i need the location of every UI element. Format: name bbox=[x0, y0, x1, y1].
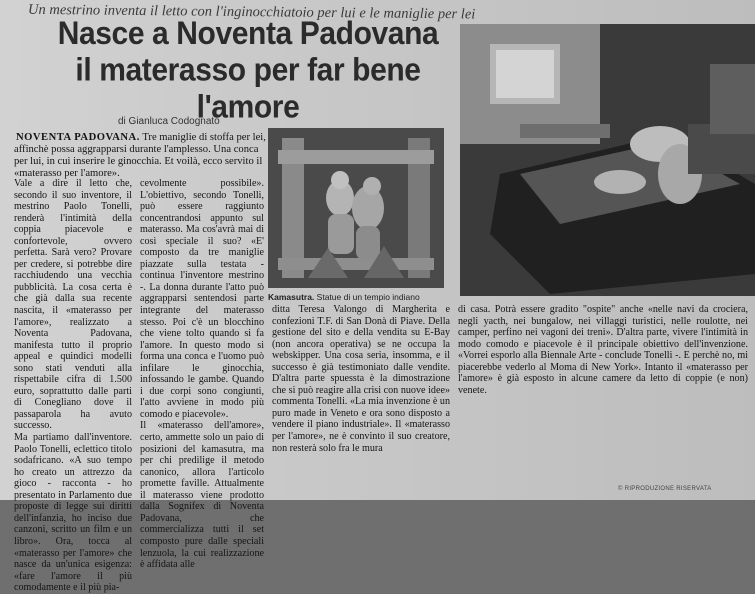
headline-line-1: Nasce a Noventa Padovana bbox=[57, 15, 439, 52]
statue-photo bbox=[268, 128, 444, 288]
lead-dateline: NOVENTA PADOVANA. bbox=[16, 132, 140, 143]
article-column-2: cevolmente possibile». L'obiettivo, secondo Tonelli, può essere raggiunto concentrandosi appunto sul materasso. Ma cos'avrà mai di così speciale il suo? «E' composto da tre maniglie piazzate sulla testata - continua l'inventore mestrino -. La donna durante l'atto può aggrapparsi sentendosi parte integrante del materasso stesso. Poi c'è un blocchino che viene tolto quando si fa l'amore. In questo modo si forma una conca e l'uomo può infilare le ginocchia, infossando le gambe. Quando i due corpi sono congiunti, l'atto avviene in modo più comodo e piacevole». Il «materasso dell'amore», certo, ammette solo un paio di posizioni del kamasutra, ma per chi predilige il metodo canonico, allora l'articolo promette faville. Attualmente il materasso viene prodotto dalla Sognifex di Noventa Padovana, che commercializza tutti il set composto pure dalle speciali lenzuola, la cui realizzazione è affidata alle bbox=[140, 178, 264, 571]
mattress-illustration bbox=[460, 24, 755, 296]
statue-illustration bbox=[268, 128, 444, 288]
caption-text: Statue di un tempio indiano bbox=[314, 292, 420, 302]
mattress-photo bbox=[460, 24, 755, 296]
article-column-4: di casa. Potrà essere gradito "ospite" anche «nelle navi da crociera, negli yacth, nei bungalow, nei villaggi turistici, nelle roulotte, nei camper, perfino nei vagoni dei treni». D'altra parte, vivere l'intimità in modo comodo e piacevole è il principale obiettivo dell'invenzione. «Vorrei esporlo alla Biennale Arte - conclude Tonelli -. E perchè no, mi piacerebbe vederlo al Moma di New York». Intanto il «materasso per l'amore» è già esposto in alcune camere da letto di coppie (e non) venete. bbox=[458, 304, 748, 396]
caption-title: Kamasutra. bbox=[268, 292, 315, 302]
article-lead bbox=[14, 132, 266, 180]
article-column-3: ditta Teresa Valongo di Margherita e confezioni T.F. di San Donà di Piave. Della gestione del sito e della vendita su E-Bay (non ancora operativa) se ne occupa la webskipper. Una cosa seria, insomma, e il successo è già testimoniato dalle vendite. D'altra parte spuessta è la dimostrazione che si può reagire alla crisi con nuove idee» commenta Tonelli. «La mia invenzione è un puro made in Veneto e ora sono disposto a vendere il piano industriale». Il «materasso per l'amore», ne è convinto il suo creatore, non resterà solo fra le mura bbox=[272, 304, 450, 454]
article-kicker: Un mestrino inventa il letto con l'inginocchiatoio per lui e le maniglie per lei bbox=[28, 1, 476, 23]
lead-text: Tre maniglie di stoffa per lei, affinchè possa aggrapparsi durante l'amplesso. Una conca per lui, in cui inserire le ginocchia. Et voilà, ecco servito il «materasso per l'amore». bbox=[14, 132, 266, 179]
photo-caption bbox=[268, 292, 448, 302]
article-column-1: Vale a dire il letto che, secondo il suo inventore, il mestrino Paolo Tonelli, renderà l'intimità della coppia piacevole e confortevole, ovvero perfetta. Sarà vero? Provare per credere, si potrebbe dire racchiudendo una vecchia pubblicità. La cosa certa è che già dalla sua recente nascita, il «materasso per l'amore», realizzato a Noventa Padovana, manifesta tutto il proprio appeal e quindici modelli sono stati venduti alla rispettabile cifra di 1.500 euro, soprattutto dalle parti di Conegliano dove il passaparola ha avuto successo. Ma partiamo dall'inventore. Paolo Tonelli, eclettico titolo sodafricano. «A suo tempo ho creato un attrezzo da gioco - racconta - ho presentato in Parlamento due proposte di legge sui diritti dell'infanzia, ho inciso due canzoni, scritto un film e un libro». Ora, tocca al «materasso per l'amore» che nasce da un'unica esigenza: «fare l'amore il più comodamente e il più pia- bbox=[14, 178, 132, 594]
article-headline bbox=[28, 16, 468, 126]
copyright-notice: © RIPRODUZIONE RISERVATA bbox=[618, 486, 712, 492]
article-byline: di Gianluca Codognato bbox=[118, 116, 220, 127]
headline-line-2: il materasso per far bene l'amore bbox=[75, 52, 421, 125]
